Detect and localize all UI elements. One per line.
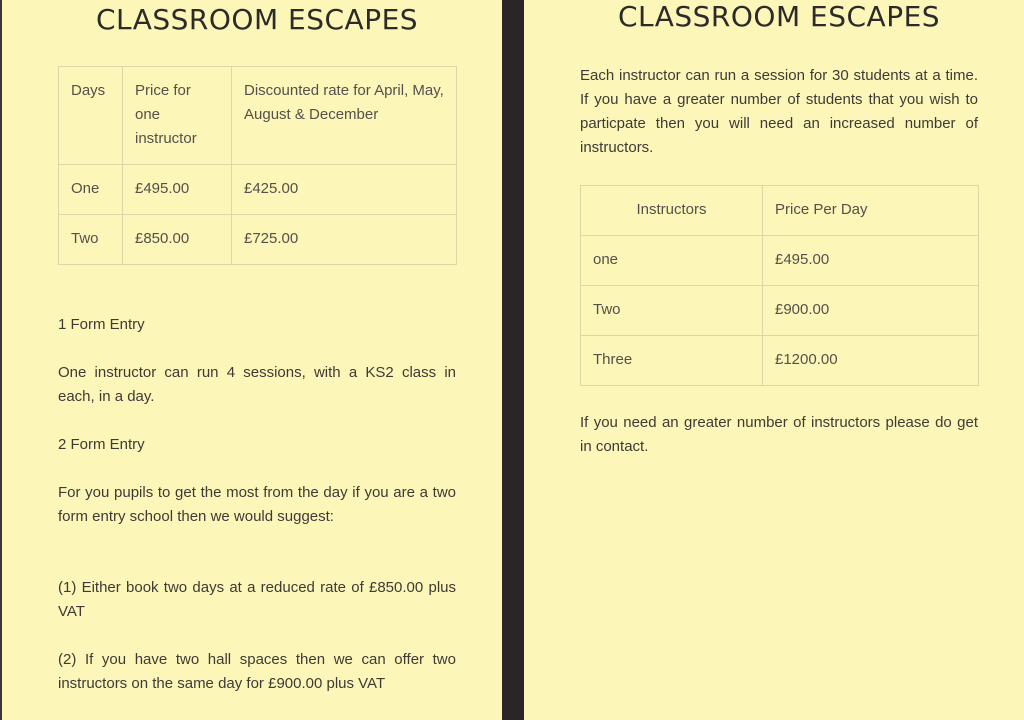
page-title: CLASSROOM ESCAPES: [95, 3, 419, 36]
table-cell: £495.00: [763, 236, 979, 286]
option-1-text: (1) Either book two days at a reduced rate of £850.00 plus VAT: [58, 579, 456, 620]
page-title: CLASSROOM ESCAPES: [617, 0, 941, 33]
intro-paragraph: Each instructor can run a session for 30 students at a time. If you have a greater number of students that you wish to particpate then you will need an increased number of instructors.: [580, 67, 978, 156]
table-row: [59, 165, 457, 215]
table-cell: £850.00: [123, 215, 232, 265]
table-header-days: Days: [59, 67, 123, 165]
table-row: [581, 336, 979, 386]
table-cell: Two: [59, 215, 123, 265]
table-header-price-per-day: Price Per Day: [763, 186, 979, 236]
table-header-discount: Discounted rate for April, May, August & December: [232, 67, 457, 165]
pricing-table-days: [58, 66, 457, 265]
table-cell: £495.00: [123, 165, 232, 215]
right-page-panel: [524, 0, 1024, 720]
table-row: [581, 236, 979, 286]
pricing-table-instructors: [580, 185, 979, 386]
table-cell: £900.00: [763, 286, 979, 336]
table-cell: Two: [581, 286, 763, 336]
table-cell: Three: [581, 336, 763, 386]
contact-paragraph: If you need an greater number of instructors please do get in contact.: [580, 414, 978, 455]
table-cell: £425.00: [232, 165, 457, 215]
table-header-price: Price for one instructor: [123, 67, 232, 165]
table-header-row: [59, 67, 457, 165]
form-entry-1-text: One instructor can run 4 sessions, with a KS2 class in each, in a day.: [58, 364, 456, 405]
table-row: [59, 215, 457, 265]
left-page-panel: [0, 0, 502, 720]
table-cell: One: [59, 165, 123, 215]
form-entry-2-text: For you pupils to get the most from the day if you are a two form entry school then we would suggest:: [58, 484, 456, 525]
table-cell: one: [581, 236, 763, 286]
form-entry-1-heading: 1 Form Entry: [58, 316, 145, 333]
option-2-text: (2) If you have two hall spaces then we can offer two instructors on the same day for £900.00 plus VAT: [58, 651, 456, 692]
form-entry-2-heading: 2 Form Entry: [58, 436, 145, 453]
table-header-row: [581, 186, 979, 236]
table-cell: £1200.00: [763, 336, 979, 386]
table-header-instructors: Instructors: [581, 186, 763, 236]
table-row: [581, 286, 979, 336]
table-cell: £725.00: [232, 215, 457, 265]
